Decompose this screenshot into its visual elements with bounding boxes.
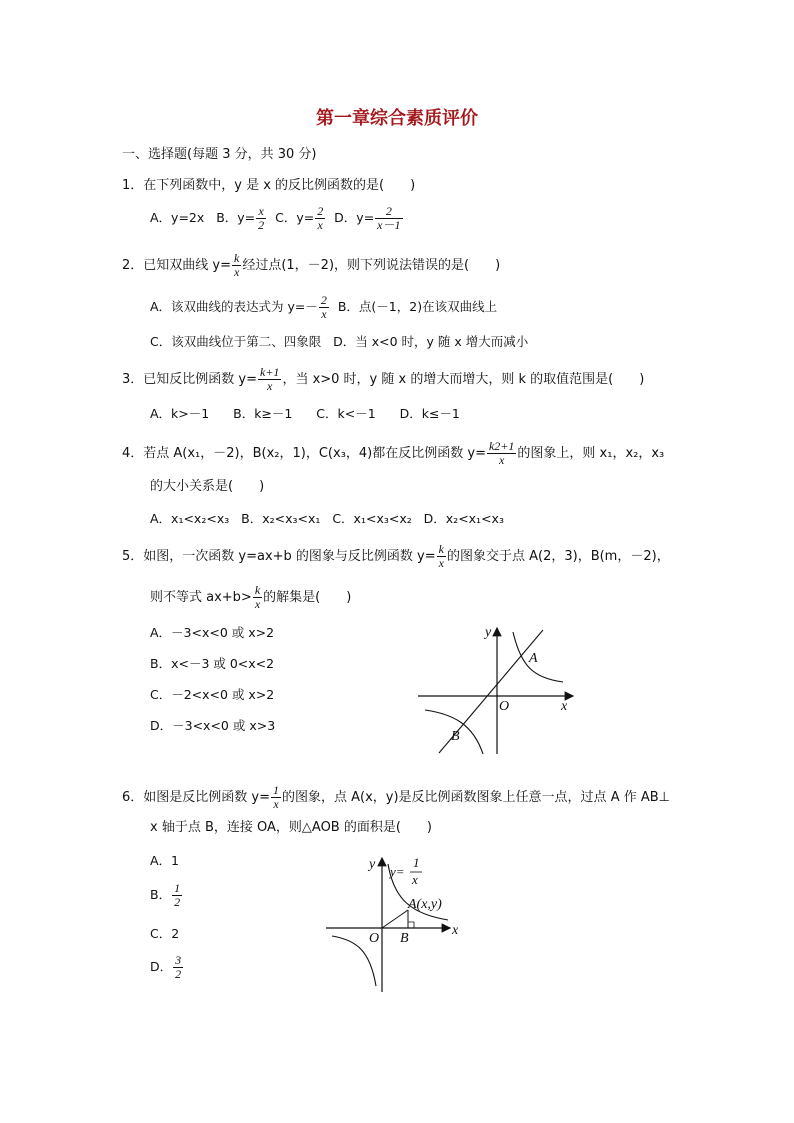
q4-option-b: B．x₂<x₃<x₁: [241, 511, 321, 526]
q6-graph: [322, 852, 467, 994]
q4-stem-line2: 的大小关系是( ): [150, 479, 265, 494]
q5-stem-line2: 则不等式 ax+b> $\frac{k}{x}$ 的解集是( ): [150, 583, 352, 611]
q6-label-eq-den: x: [412, 872, 418, 887]
q6-right-angle-mark: [408, 922, 414, 928]
q1-stem: 1．在下列函数中，y 是 x 的反比例函数的是( ): [122, 178, 416, 193]
q3-option-c: C．k<－1: [316, 406, 376, 421]
q3-option-a: A．k>－1: [150, 406, 210, 421]
q6-stem-line2: x 轴于点 B，连接 OA，则△AOB 的面积是( ): [150, 820, 432, 835]
q5-stem: 5．如图，一次函数 y=ax+b 的图象与反比例函数 y= $\frac{k}{x}$ 的图象交于点 A(2，3)，B(m，－2)，: [122, 542, 670, 570]
q6-option-c: C．2: [150, 926, 180, 941]
q3-option-b: B．k≥－1: [233, 406, 293, 421]
q1-option-d: D．y= $\frac{2}{x-1}$: [334, 204, 401, 232]
q4-option-c: C．x₁<x₃<x₂: [332, 511, 412, 526]
q5-option-a: A．－3<x<0 或 x>2: [150, 625, 275, 640]
q4-options: [150, 510, 504, 528]
q1-option-b: B．y= $\frac{x}{2}$: [216, 204, 265, 232]
q1-option-c: C．y= $\frac{2}{x}$: [275, 204, 324, 232]
q3-stem: 3．已知反比例函数 y= $\frac{k+1}{x}$ ，当 x>0 时，y 随 x 的增大而增大，则 k 的取值范围是( ): [122, 365, 645, 393]
q2-stem: 2．已知双曲线 y= $\frac{k}{x}$ 经过点(1，－2)，则下列说法错误的是( ): [122, 251, 501, 279]
q5-label-a: A: [529, 651, 538, 666]
q5-label-y: y: [485, 625, 492, 640]
page-title: 第一章综合素质评价: [316, 108, 478, 129]
q2-option-b: B．点(－1，2)在该双曲线上: [337, 299, 498, 314]
q6-label-b: B: [400, 931, 409, 946]
q4-stem: 4．若点 A(x₁，－2)，B(x₂，1)，C(x₃，4)都在反比例函数 y= $\frac{k2+1}{x}$ 的图象上，则 x₁，x₂，x₃: [122, 439, 665, 467]
q6-option-d: D． $\frac{3}{2}$: [150, 953, 182, 981]
q4-option-a: A．x₁<x₂<x₃: [150, 511, 230, 526]
q5-label-x: x: [561, 699, 568, 714]
q2-option-a: A．该双曲线的表达式为 y=－ $\frac{2}{x}$: [150, 293, 327, 321]
q5-label-b: B: [451, 729, 460, 744]
q5-label-o: O: [499, 699, 510, 714]
q6-stem: 6．如图是反比例函数 y= $\frac{1}{x}$ 的图象，点 A(x，y)是反比例函数图象上任意一点，过点 A 作 AB⊥: [122, 783, 670, 811]
q2-row-2: [150, 333, 528, 351]
q6-label-a: A(x,y): [408, 897, 442, 912]
q6-label-o: O: [369, 931, 380, 946]
q3-option-d: D．k≤－1: [399, 406, 460, 421]
q5-graph: [415, 622, 580, 757]
q6-option-b: B． $\frac{1}{2}$: [150, 881, 181, 909]
q4-option-d: D．x₂<x₁<x₃: [423, 511, 504, 526]
q6-segment-oa: [382, 910, 408, 928]
q1-options: [150, 205, 404, 232]
q5-option-d: D．－3<x<0 或 x>3: [150, 718, 276, 733]
q6-label-eq: y=: [390, 864, 405, 879]
q5-option-b: B．x<－3 或 0<x<2: [150, 656, 275, 671]
q6-label-eq-num: 1: [413, 855, 420, 870]
q1-option-a: A．y=2x: [150, 210, 205, 225]
q5-option-c: C．－2<x<0 或 x>2: [150, 687, 275, 702]
q6-label-x: x: [452, 923, 459, 938]
q3-options: [150, 405, 460, 423]
q6-label-y: y: [369, 857, 376, 872]
q6-option-a: A．1: [150, 853, 180, 868]
q2-option-d: D．当 x<0 时，y 随 x 增大而减小: [333, 334, 529, 349]
q2-row-1: [150, 294, 497, 321]
section-heading: 一、选择题(每题 3 分，共 30 分): [122, 147, 317, 162]
q2-option-c: C．该双曲线位于第二、四象限: [150, 334, 322, 349]
